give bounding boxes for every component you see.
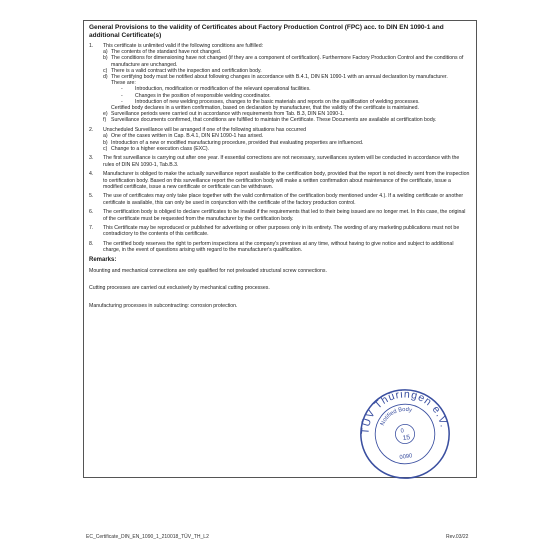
- provision-text: This certificate is unlimited valid if the following conditions are fulfilled:: [103, 43, 264, 49]
- stamp-center-top: 0: [400, 428, 405, 435]
- subitem-label: a): [103, 49, 108, 56]
- bullet-dash: -: [121, 86, 123, 93]
- provisions-list: [89, 43, 471, 254]
- document-title: General Provisions to the validity of Certificates about Factory Production Control (FPC) acc. to DIN EN 1090-1 and additional Certificate(s): [89, 24, 444, 39]
- provision-number: 3.: [89, 155, 94, 162]
- provision-body: [103, 171, 471, 190]
- subitem-text: There is a valid contract with the inspection and certification body.: [111, 67, 262, 74]
- subitem-label: b): [103, 139, 108, 146]
- subitem-text: Introduction of a new or modified manufacturing procedure, provided that evaluating properties are influenced.: [111, 139, 364, 146]
- subitem-text: Surveillance periods were carried out in accordance with requirements from Tab. B.3, DIN EN 1090-1.: [111, 111, 345, 118]
- stamp-bottom-number: 0090: [399, 453, 413, 461]
- subitem-body: [111, 55, 471, 67]
- provision-item: [89, 43, 471, 124]
- stamp-ring-text: TÜV Thüringen e.V.: [359, 388, 450, 435]
- subitem-label: e): [103, 111, 108, 118]
- subitem-label: b): [103, 55, 108, 62]
- provision-item: [89, 209, 471, 221]
- bullet-dash: -: [121, 98, 123, 105]
- provision-text: The first surveillance is carrying out after one year. If essential corrections are not necessary, surveillances system will be conducted in accordance with the rules of DIN EN 1090-1, Tab.B.3.: [103, 155, 460, 168]
- remark-item: Cutting processes are carried out exclusively by mechanical cutting processes.: [89, 285, 270, 292]
- provision-text: Unscheduled Surveillance will be arranged if one of the following situations has occurred: [103, 127, 307, 134]
- provision-body: [103, 127, 471, 152]
- bullet-text: Introduction, modification or modification of the relevant operational facilities.: [135, 86, 311, 93]
- provision-body: [103, 225, 471, 237]
- remark-item: Mounting and mechanical connections are only qualified for not preloaded structural screw connections.: [89, 268, 327, 275]
- provision-number: 5.: [89, 193, 94, 200]
- subitem-body: [111, 74, 471, 111]
- provision-subitem: [103, 74, 471, 111]
- bullet-text: Changes in the position of responsible welding coordinator.: [135, 92, 271, 99]
- remarks-list: [89, 268, 471, 309]
- footer-document-id: EC_Certificate_DIN_EN_1090_1_210018_TÜV_TH_L2: [86, 534, 209, 540]
- subitem-body: [111, 146, 471, 152]
- provision-number: 7.: [89, 225, 94, 232]
- provision-item: [89, 155, 471, 167]
- bullet-dash: -: [121, 92, 123, 99]
- stamp-inner-text: Notified Body: [379, 406, 413, 427]
- provision-body: [103, 209, 471, 221]
- provision-body: [103, 155, 471, 167]
- provision-number: 2.: [89, 127, 94, 134]
- subitem-text: Change to a higher execution class (EXC).: [111, 145, 210, 152]
- svg-text:Notified Body: [378, 406, 415, 428]
- footer-revision: Rev.03/22: [446, 534, 469, 540]
- provision-text: The use of certificates may only take place together with the valid confirmation of the certification body mentioned under 4.). If a welding certificate or another certificate is available, this can only be used in conjunction with the certificate of the factory production control.: [103, 193, 464, 206]
- subitem-label: c): [103, 145, 108, 152]
- provision-text: The certification body is obliged to declare certificates to be invalid if the requirements that led to their being issued are no longer met. In this case, the original of the certificate must be requested from the manufacturer by the certification body.: [103, 209, 466, 222]
- subitem-text: Surveillance documents confirmed, that conditions are fulfilled to maintain the Certificate. These Documents are available at certification body.: [111, 117, 437, 124]
- provision-item: [89, 171, 471, 190]
- stamp-center-number: 15: [402, 434, 411, 443]
- provision-body: [103, 241, 471, 253]
- subitem-note: Certified body declares in a written confirmation, based on declaration by manufacturer, that the validity of the certificate is maintained.: [111, 105, 419, 112]
- provision-number: 6.: [89, 209, 94, 216]
- provision-text: The certified body reserves the right to perform inspections at the company's premises at any time, without having to give notice and subject to additional charge, in the event of questions arising with regard to the manufacturer's qualification.: [103, 241, 454, 254]
- tuv-stamp-seal: [351, 380, 459, 488]
- provision-number: 1.: [89, 43, 94, 49]
- provision-body: [103, 43, 471, 124]
- provision-text: This Certificate may be reproduced or published for advertising or other purposes only in its entirety. The wording of any marketing publications must not be contradictory to the contents of this certificate.: [103, 225, 460, 238]
- provision-number: 8.: [89, 241, 94, 248]
- remarks-title: Remarks:: [89, 257, 117, 264]
- subitem-text: The contents of the standard have not changed.: [111, 49, 222, 56]
- provision-text: Manufacturer is obliged to make the actually surveillance report available to the certification body, provided that the report is not directly sent from the inspection to certification body. Based on this surveillance report the certification body will make a written confirmation about maintenance of the certificate, issue a modified certificate, issue a new certificate or certificate can be withdrawn.: [103, 171, 470, 190]
- provision-number: 4.: [89, 171, 94, 178]
- provision-item: [89, 127, 471, 152]
- provision-subitem: [103, 55, 471, 67]
- provision-body: [103, 193, 471, 205]
- remark-item: Manufacturing processes in subcontracting: corrosion protection.: [89, 302, 238, 309]
- subitem-label: c): [103, 67, 108, 74]
- provision-subitem: [103, 117, 471, 123]
- subitem-text: One of the cases written in Cap. B.4.1, DIN EN 1090-1 has arised.: [111, 133, 264, 140]
- subitem-label: a): [103, 133, 108, 140]
- provision-item: [89, 193, 471, 205]
- subitem-label: f): [103, 117, 107, 124]
- bullet-text: Introduction of new welding processes, changes to the basic materials and reports on the qualification of welding processes.: [135, 98, 420, 105]
- subitem-text: The certifying body must be notified about following changes in accordance with B.4.1, DIN EN 1090-1 with an annual declaration by manufacturer.: [111, 74, 448, 81]
- subitem-label: d): [103, 74, 108, 81]
- subitem-text: The conditions for dimensioning have not changed (if they are a component of certification). Furthermore Factory Production Control and the conditions of manufacture are unchanged.: [111, 55, 464, 68]
- subitem-body: [111, 117, 471, 123]
- provision-item: [89, 241, 471, 253]
- provision-subitem: [103, 146, 471, 152]
- provision-item: [89, 225, 471, 237]
- subitem-intro: These are:: [111, 80, 136, 87]
